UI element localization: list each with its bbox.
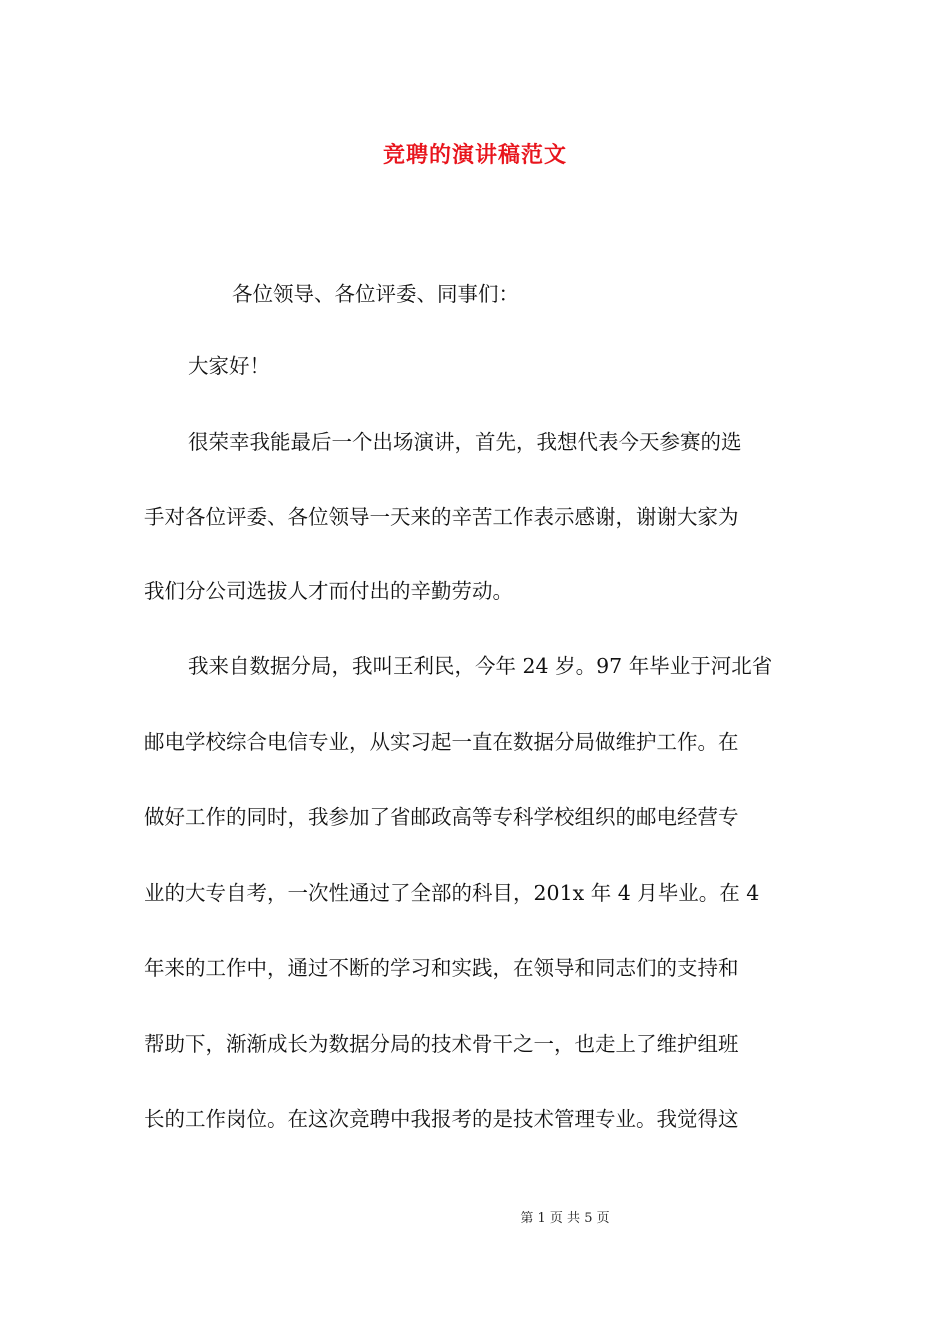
- paragraph-line: 年来的工作中，通过不断的学习和实践，在领导和同志们的支持和: [144, 956, 739, 980]
- paragraph-line: 邮电学校综合电信专业，从实习起一直在数据分局做维护工作。在: [144, 730, 739, 754]
- paragraph-line: 我们分公司选拔人才而付出的辛勤劳动。: [144, 579, 513, 603]
- salutation-line: 各位领导、各位评委、同事们：: [232, 282, 519, 306]
- greeting-line: 大家好！: [188, 354, 270, 378]
- paragraph-line: 手对各位评委、各位领导一天来的辛苦工作表示感谢，谢谢大家为: [144, 505, 739, 529]
- paragraph-line: 长的工作岗位。在这次竞聘中我报考的是技术管理专业。我觉得这: [144, 1107, 739, 1131]
- page-number-footer: 第 1 页 共 5 页: [520, 1211, 610, 1226]
- paragraph-line: 业的大专自考，一次性通过了全部的科目，201x 年 4 月毕业。在 4: [144, 881, 760, 905]
- paragraph-line: 做好工作的同时，我参加了省邮政高等专科学校组织的邮电经营专: [144, 805, 739, 829]
- paragraph-line: 我来自数据分局，我叫王利民，今年 24 岁。97 年毕业于河北省: [188, 654, 773, 678]
- document-title: 竞聘的演讲稿范文: [382, 142, 567, 168]
- paragraph-line: 帮助下，渐渐成长为数据分局的技术骨干之一，也走上了维护组班: [144, 1032, 739, 1056]
- paragraph-line: 很荣幸我能最后一个出场演讲，首先，我想代表今天参赛的选: [188, 430, 742, 454]
